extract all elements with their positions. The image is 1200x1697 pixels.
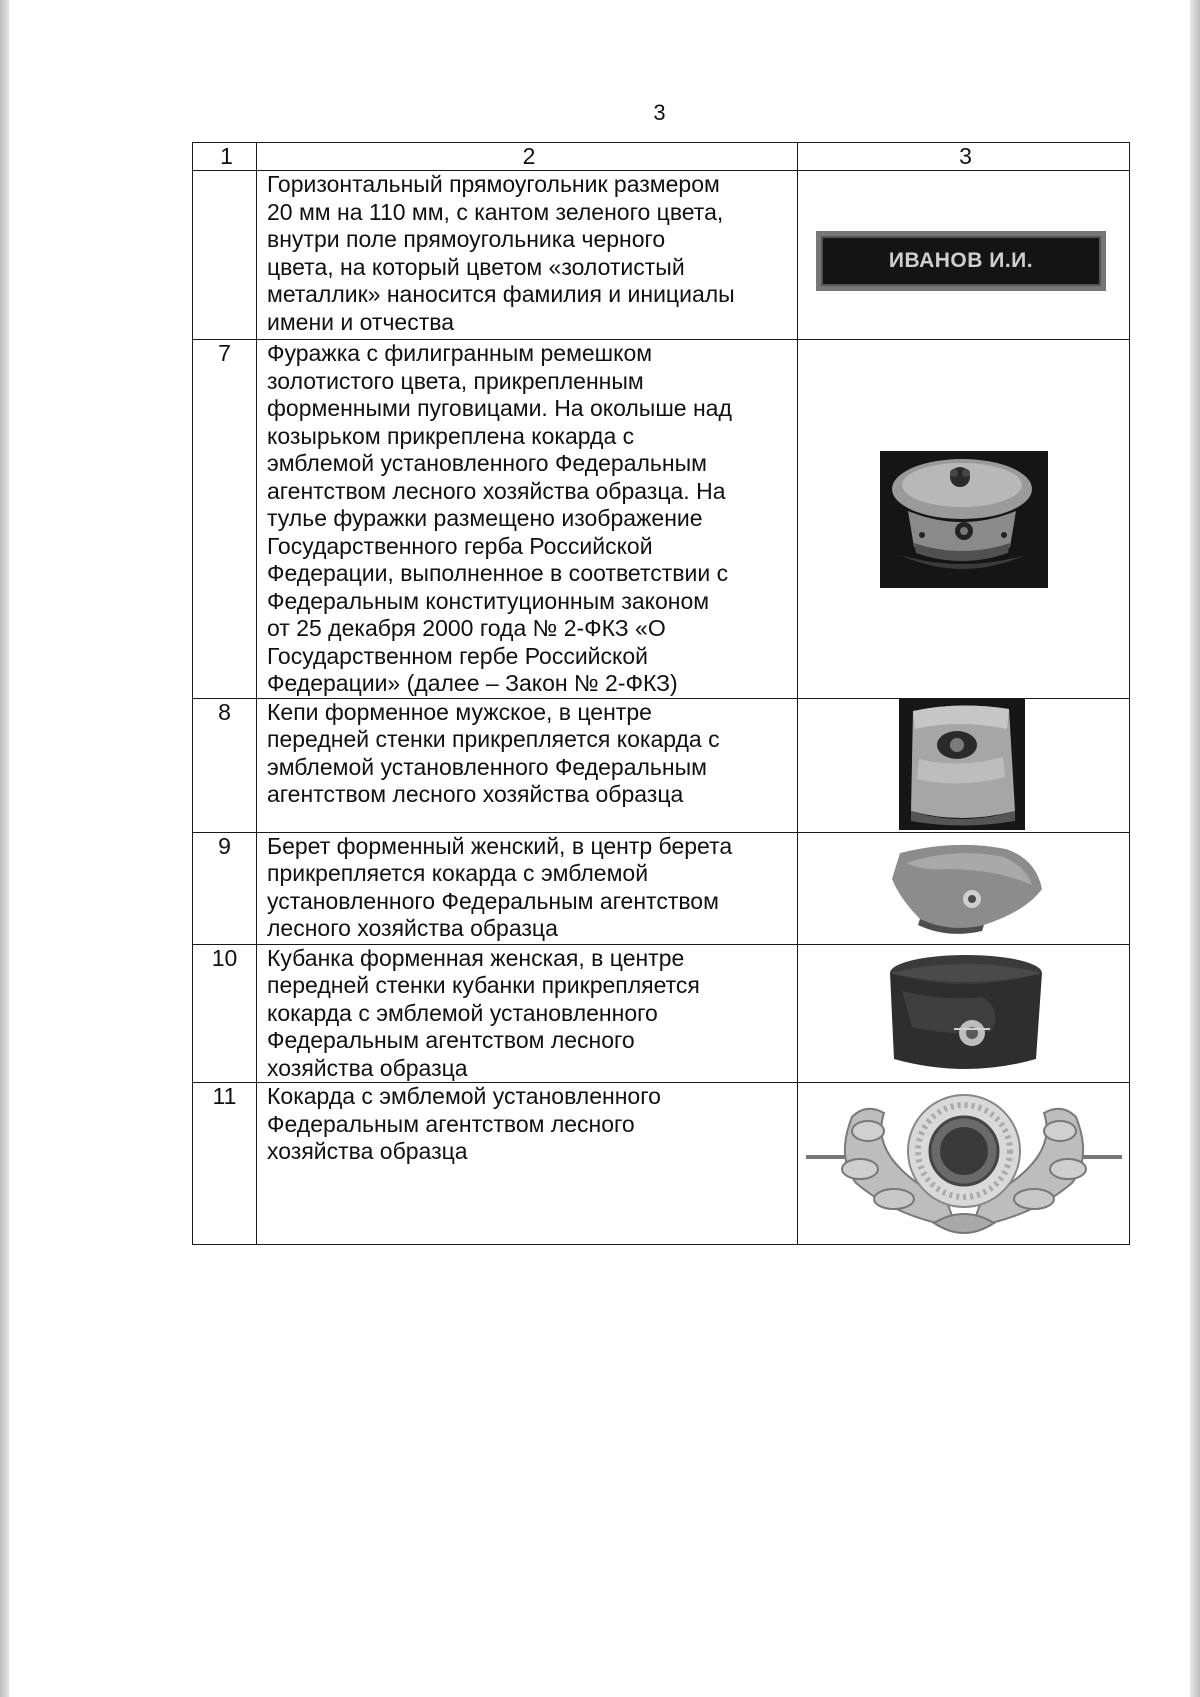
row-description: Кубанка форменная женская, в центре передней стенки кубанки прикрепляется кокарда с эмблемой установленного Федеральным агентством лесного хозяйства образца bbox=[257, 944, 798, 1083]
row-image-cell bbox=[798, 171, 1130, 340]
scan-edge-left bbox=[0, 0, 9, 1697]
table-row bbox=[193, 944, 1130, 1083]
row-description: Горизонтальный прямоугольник размером 20 мм на 110 мм, с кантом зеленого цвета, внутри поле прямоугольника черного цвета, на который цветом «золотистый металлик» наносится фамилия и инициалы имени и отчества bbox=[257, 171, 798, 340]
uniform-spec-table bbox=[192, 142, 1130, 1245]
table-header-row bbox=[193, 143, 1130, 171]
row-image-cell bbox=[798, 832, 1130, 944]
kubanka-image bbox=[882, 951, 1048, 1081]
table-row bbox=[193, 1083, 1130, 1245]
row-image-cell bbox=[798, 340, 1130, 699]
row-number: 11 bbox=[193, 1083, 257, 1245]
row-number: 8 bbox=[193, 698, 257, 832]
row-description: Кепи форменное мужское, в центре передней стенки прикрепляется кокарда с эмблемой установленного Федеральным агентством лесного хозяйства образца bbox=[257, 698, 798, 832]
row-number: 10 bbox=[193, 944, 257, 1083]
table-row bbox=[193, 171, 1130, 340]
cockade-image bbox=[806, 1087, 1122, 1243]
row-description: Фуражка с филигранным ремешком золотистого цвета, прикрепленным форменными пуговицами. На околыше над козырьком прикреплена кокарда с эмблемой установленного Федеральным агентством лесного хозяйства образца. На тулье фуражки размещено изображение Государственного герба Российской Федерации, выполненное в соответствии с Федеральным конституционным законом от 25 декабря 2000 года № 2-ФКЗ «О Государственном гербе Российской Федерации» (далее – Закон № 2-ФКЗ) bbox=[257, 340, 798, 699]
scan-edge-right bbox=[1190, 0, 1200, 1697]
row-image-cell bbox=[798, 698, 1130, 832]
kepi-image bbox=[899, 699, 1025, 830]
nameplate-image bbox=[816, 231, 1106, 291]
beret-image bbox=[886, 839, 1046, 935]
row-number: 7 bbox=[193, 340, 257, 699]
header-cell-2: 2 bbox=[257, 143, 798, 171]
header-cell-1: 1 bbox=[193, 143, 257, 171]
peaked-cap-image bbox=[880, 451, 1048, 588]
nameplate-name: ИВАНОВ И.И. bbox=[821, 236, 1101, 286]
table-row bbox=[193, 340, 1130, 699]
table-row bbox=[193, 832, 1130, 944]
header-cell-3: 3 bbox=[798, 143, 1130, 171]
row-number: 9 bbox=[193, 832, 257, 944]
page-number: 3 bbox=[653, 100, 667, 125]
table-row bbox=[193, 698, 1130, 832]
row-image-cell bbox=[798, 944, 1130, 1083]
row-description: Кокарда с эмблемой установленного Федеральным агентством лесного хозяйства образца bbox=[257, 1083, 798, 1245]
row-image-cell bbox=[798, 1083, 1130, 1245]
row-number bbox=[193, 171, 257, 340]
row-description: Берет форменный женский, в центр берета прикрепляется кокарда с эмблемой установленного Федеральным агентством лесного хозяйства образца bbox=[257, 832, 798, 944]
